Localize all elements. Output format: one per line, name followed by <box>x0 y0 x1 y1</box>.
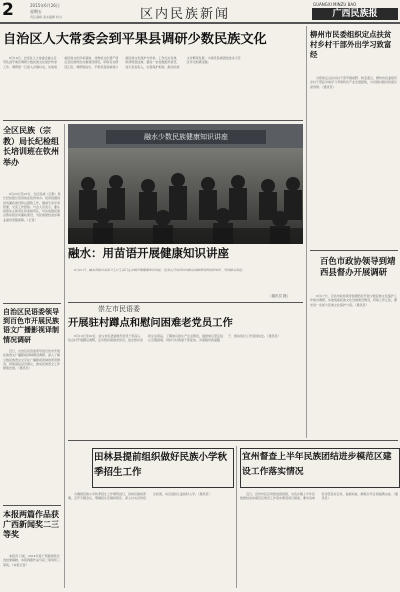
left-article-3 <box>3 510 61 590</box>
right-article-1 <box>310 30 398 244</box>
left-rule-1 <box>3 303 61 304</box>
left-article-3-body: 本报讯 日前，2014年度广西新闻奖评选结果揭晓，本报两篇作品分获二等奖和三等奖。（本报记者） <box>3 554 61 567</box>
left-article-3-headline: 本报两篇作品获广西新闻奖二三等奖 <box>3 510 59 539</box>
mid-column-divider <box>236 446 237 588</box>
left-article-2-headline: 自治区民语委领导到百色市开展民族语文广播影视译制情况调研 <box>3 308 59 344</box>
cadre-body: 6月19日至20日，崇左市民语委组织党员干部深入驻点村开展蹲点调研，走访慰问困难老党员，送去慰问金和生活用品，了解他们的生产生活情况，鼓励他们坚定信心克服困难。同时与村两委干部座谈，共商脱贫致富路子，推动驻村工作落到实处。（通讯员） <box>68 334 281 343</box>
cadre-kicker: 崇左市民语委 <box>98 305 140 313</box>
tianlin-body: 为确保民族小学秋季招生工作顺利进行，田林县提前部署，召开专题会议，明确招生范围和程序，深入村屯宣传招生政策，动员适龄儿童按时入学。（通讯员） <box>68 492 212 501</box>
left-article-1-headline: 全区民族（宗教）局长纪检组长培训班在钦州举办 <box>3 126 59 167</box>
right-article-2 <box>310 256 398 434</box>
tianlin-story <box>94 450 232 482</box>
sub-line: 星期五 <box>30 9 42 14</box>
left-article-2 <box>3 308 61 499</box>
paper-name: 广西民族报 <box>332 9 378 19</box>
lead-bottom-rule <box>3 120 303 121</box>
page-number: 2 <box>2 1 14 19</box>
tianlin-headline: 田林县提前组织做好民族小学秋季招生工作 <box>94 452 228 478</box>
left-column-divider <box>64 124 65 588</box>
section-title: 区内民族新闻 <box>140 7 231 22</box>
photo-banner-text: 融水少数民族健康知识讲座 <box>144 133 228 141</box>
right-rule-1 <box>310 250 398 251</box>
photo-story-headline: 融水：用苗语开展健康知识讲座 <box>68 246 229 260</box>
lead-body: 6月16日，自治区人大常委会副主任带队到平果县调研少数民族文化保护传承工作。调研组一行深入乡镇村屯，实地察看民族文化传承基地、非物质文化遗产项目及民族特色村寨建设情况，听取有关情况汇报。调研组指出，平果县高度重视少数民族文化保护与传承，工作扎实有效，取得明显成效。要进一步加强组织领导，加大资金投入，完善保护机制，推动民族文化繁荣发展，为建设民族团结进步示范区作出积极贡献。 <box>3 56 241 69</box>
health-lecture-photo <box>68 124 303 244</box>
photo-bottom-rule <box>68 302 303 303</box>
left-article-1 <box>3 126 61 302</box>
left-article-2-body: 近日，自治区民语委领导到百色市开展民族语文广播影视译制情况调研，深入了解少数民族语言文字在广播影视领域的使用情况，听取基层意见建议，推动民族语文工作健康发展。（通讯员） <box>3 349 61 371</box>
yizhou-story <box>242 450 398 482</box>
left-rule-2 <box>3 505 61 506</box>
cadre-headline: 开展驻村蹲点和慰问困难老党员工作 <box>68 317 233 329</box>
right-article-2-body: 6月17日，百色市政协领导到靖西县开展少数民族文化保护工作督办调研，实地察看民族文化设施建设情况，听取工作汇报，要求进一步加大民族文化保护力度。（通讯员） <box>310 294 398 307</box>
meta-line: 责任编辑 美术编辑 校对 <box>30 15 62 19</box>
right-article-1-body: 为帮助定点扶贫村干部开阔视野、转变观念，柳州市民委组织乡村干部赴外地学习考察特色产业发展经验，为贫困村脱贫致富出谋划策。（通讯员） <box>310 76 398 89</box>
right-article-2-headline: 百色市政协领导到靖西县督办开展调研 <box>320 256 396 277</box>
photo-image <box>68 124 303 244</box>
yizhou-body: 近日，宜州市民宗局组成督查组，对各乡镇上半年民族团结进步模范区建设工作落实情况进行督查，要求各单位对照目标任务，查漏补缺，确保全年任务圆满完成。（通讯员） <box>240 492 398 501</box>
paper-name-block <box>312 8 398 20</box>
right-article-1-headline: 柳州市民委组织定点扶贫村乡村干部外出学习致富经 <box>310 30 392 59</box>
cadre-story <box>68 305 303 428</box>
lead-headline: 自治区人大常委会到平果县调研少数民族文化 <box>3 32 267 47</box>
yizhou-headline: 宜州督查上半年民族团结进步模范区建设工作落实情况 <box>242 452 392 477</box>
left-article-1-body: 6月23日至25日，全区民族（宗教）局长纪检组长培训班在钦州举办。培训班围绕党风廉政建设和反腐败工作，邀请专家学者授课，交流工作经验。与会人员表示，要认真落实主体责任和监督责任，切实加强民族宗教系统党风廉政建设，为民族团结进步事业提供坚强保障。（记者） <box>3 192 61 222</box>
photo-story-caption: 6月21日，融水苗族自治县卫生计生部门在乡镇开展健康知识讲座，医务人员用苗语向群众讲解常见病预防知识，受到群众欢迎。 <box>74 268 245 272</box>
date-line: 2015年6月26日 <box>30 3 60 8</box>
photo-credit: （通讯员 摄） <box>268 294 291 298</box>
photo-story <box>68 246 303 298</box>
mid-bottom-rule <box>68 440 398 441</box>
masthead <box>0 0 400 22</box>
paper-pinyin: GUANGXI MINZU BAO <box>313 2 357 7</box>
masthead-rule <box>0 22 400 24</box>
right-column-divider <box>306 26 307 438</box>
